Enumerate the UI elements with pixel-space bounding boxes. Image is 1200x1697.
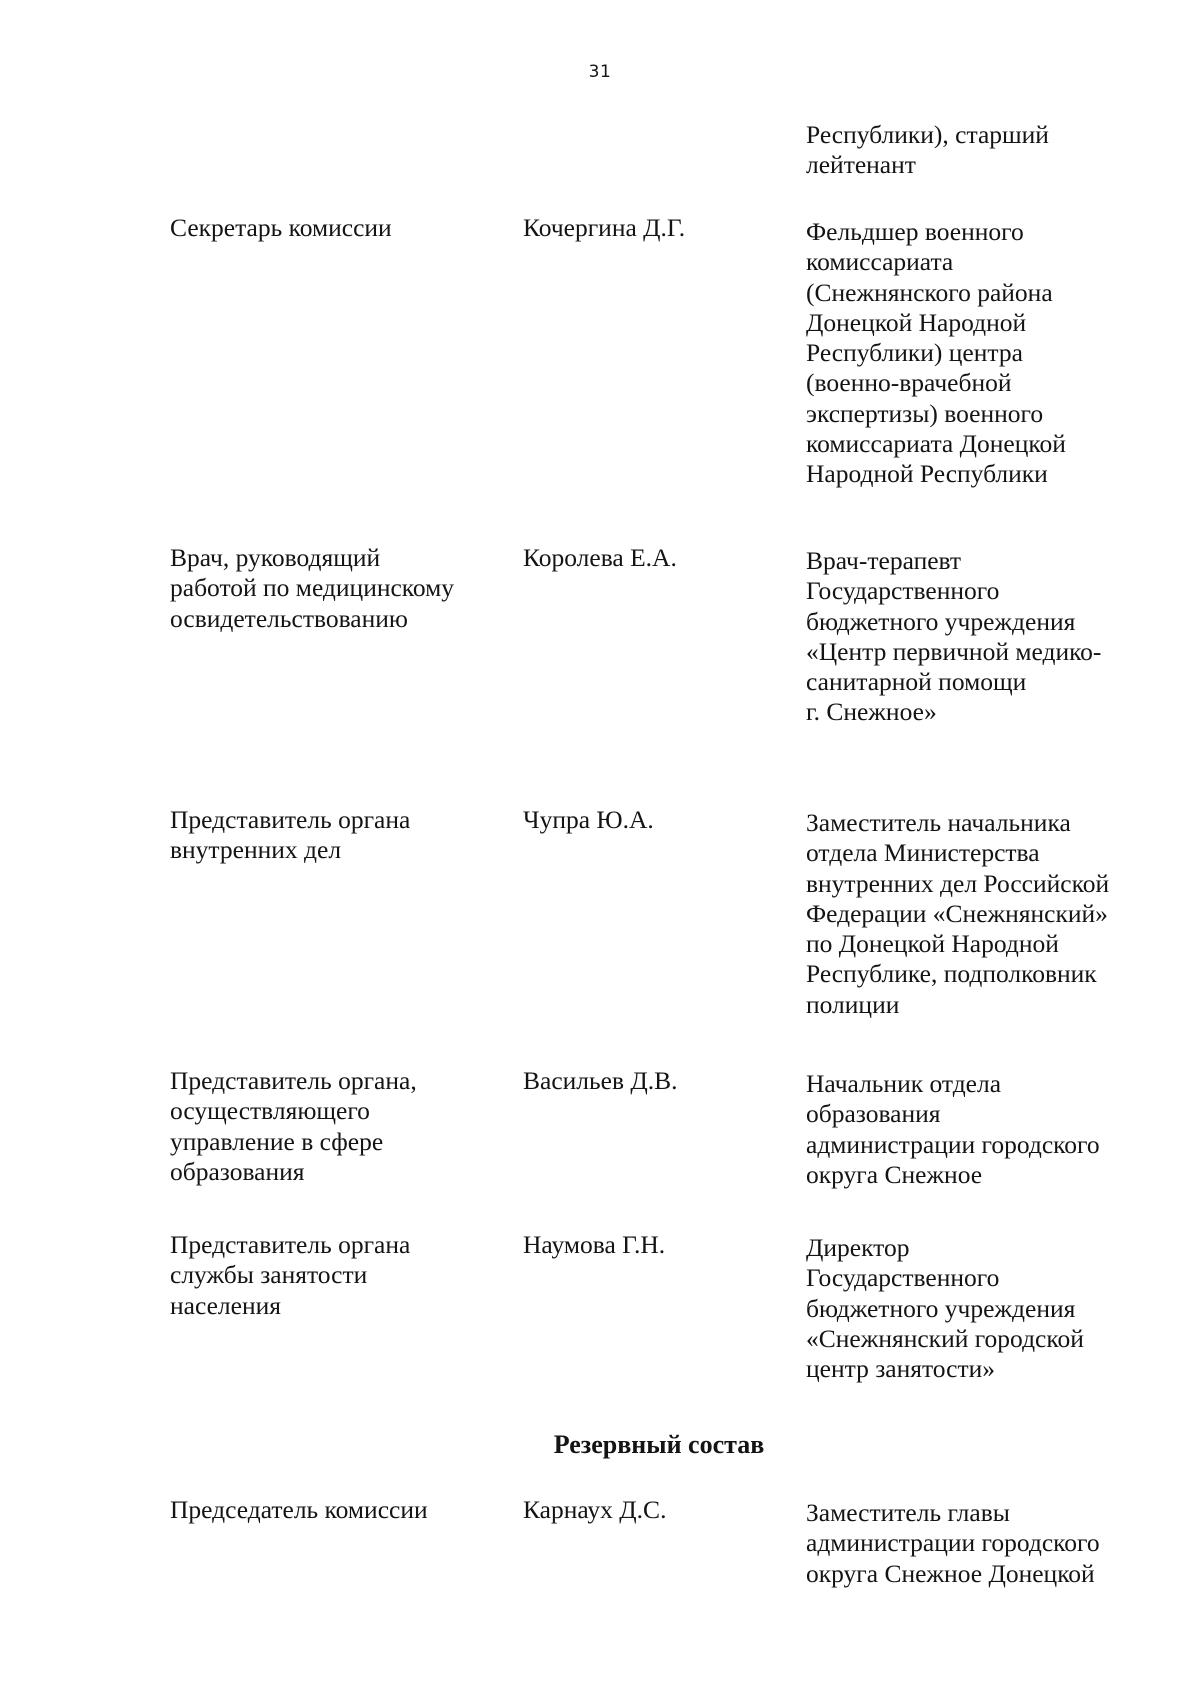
text-line: осуществляющего xyxy=(170,1096,370,1126)
text-line: Директор xyxy=(806,1233,910,1262)
text-line: Заместитель начальника xyxy=(806,808,1071,837)
member-role xyxy=(170,1066,500,1187)
text-line: округа Снежное Донецкой xyxy=(806,1558,1095,1588)
text-line: экспертизы) военного xyxy=(806,398,1044,428)
text-line: внутренних дел xyxy=(170,835,342,865)
text-line: Врач, руководящий xyxy=(170,543,381,572)
text-line: Государственного xyxy=(806,576,1000,606)
member-role xyxy=(170,213,500,243)
text-line: отдела Министерства xyxy=(806,838,1040,868)
member-role xyxy=(170,805,500,866)
text-line: «Центр первичной медико- xyxy=(806,636,1102,666)
text-line: бюджетного учреждения xyxy=(806,1293,1076,1323)
member-name: Королева Е.А. xyxy=(523,543,677,572)
text-line: Секретарь комиссии xyxy=(170,213,392,242)
text-line: освидетельствованию xyxy=(170,603,408,633)
text-line: полиции xyxy=(806,989,900,1019)
text-line: комиссариата Донецкой xyxy=(806,429,1066,459)
member-name: Васильев Д.В. xyxy=(523,1066,678,1095)
member-position xyxy=(806,808,1166,1020)
text-line: Представитель органа xyxy=(170,1230,411,1259)
member-name: Кочергина Д.Г. xyxy=(523,213,686,242)
text-line: образования xyxy=(170,1156,305,1186)
text-line: Председатель комиссии xyxy=(170,1495,428,1524)
member-position xyxy=(806,1069,1166,1190)
text-line: (Снежнянского района xyxy=(806,277,1053,307)
text-line: внутренних дел Российской xyxy=(806,868,1110,898)
text-line: Донецкой Народной xyxy=(806,307,1027,337)
member-name: Чупра Ю.А. xyxy=(523,805,654,834)
member-position xyxy=(806,1498,1166,1589)
text-line: образования xyxy=(806,1099,941,1129)
text-line: Республики) центра xyxy=(806,338,1023,368)
text-line: Врач-терапевт xyxy=(806,546,962,575)
text-line: Начальник отдела xyxy=(806,1069,1002,1098)
text-line: населения xyxy=(170,1290,281,1320)
text-line: Республике, подполковник xyxy=(806,959,1097,989)
text-line: по Донецкой Народной xyxy=(806,929,1059,959)
text-line: работой по медицинскому xyxy=(170,573,455,603)
page-number: 31 xyxy=(588,62,612,82)
member-position xyxy=(806,1233,1166,1384)
text-line: Заместитель главы xyxy=(806,1498,1010,1527)
member-role xyxy=(170,1495,500,1525)
text-line: службы занятости xyxy=(170,1260,368,1290)
text-line: администрации городского xyxy=(806,1528,1100,1558)
section-heading-reserve: Резервный состав xyxy=(553,1430,765,1459)
text-line: Представитель органа xyxy=(170,805,411,834)
member-position xyxy=(806,217,1166,490)
text-line: бюджетного учреждения xyxy=(806,606,1076,636)
text-line: округа Снежное xyxy=(806,1159,983,1189)
member-name: Карнаух Д.С. xyxy=(523,1495,667,1524)
text-line: управление в сфере xyxy=(170,1126,384,1156)
text-line: Представитель органа, xyxy=(170,1066,417,1095)
text-line: Государственного xyxy=(806,1263,1000,1293)
text-line: центр занятости» xyxy=(806,1354,996,1384)
text-line: (военно-врачебной xyxy=(806,368,1012,398)
text-line: Республики), старший xyxy=(806,120,1049,149)
text-line: комиссариата xyxy=(806,247,954,277)
text-line: Федерации «Снежнянский» xyxy=(806,898,1108,928)
member-name: Наумова Г.Н. xyxy=(523,1230,666,1259)
member-role xyxy=(170,1230,500,1321)
continuation-text xyxy=(806,120,1166,181)
text-line: «Снежнянский городской xyxy=(806,1323,1084,1353)
member-role xyxy=(170,543,500,634)
text-line: администрации городского xyxy=(806,1129,1100,1159)
member-position xyxy=(806,546,1166,728)
text-line: Народной Республики xyxy=(806,459,1048,489)
text-line: санитарной помощи xyxy=(806,667,1027,697)
text-line: г. Снежное» xyxy=(806,697,937,727)
text-line: Фельдшер военного xyxy=(806,217,1024,246)
text-line: лейтенант xyxy=(806,150,916,180)
